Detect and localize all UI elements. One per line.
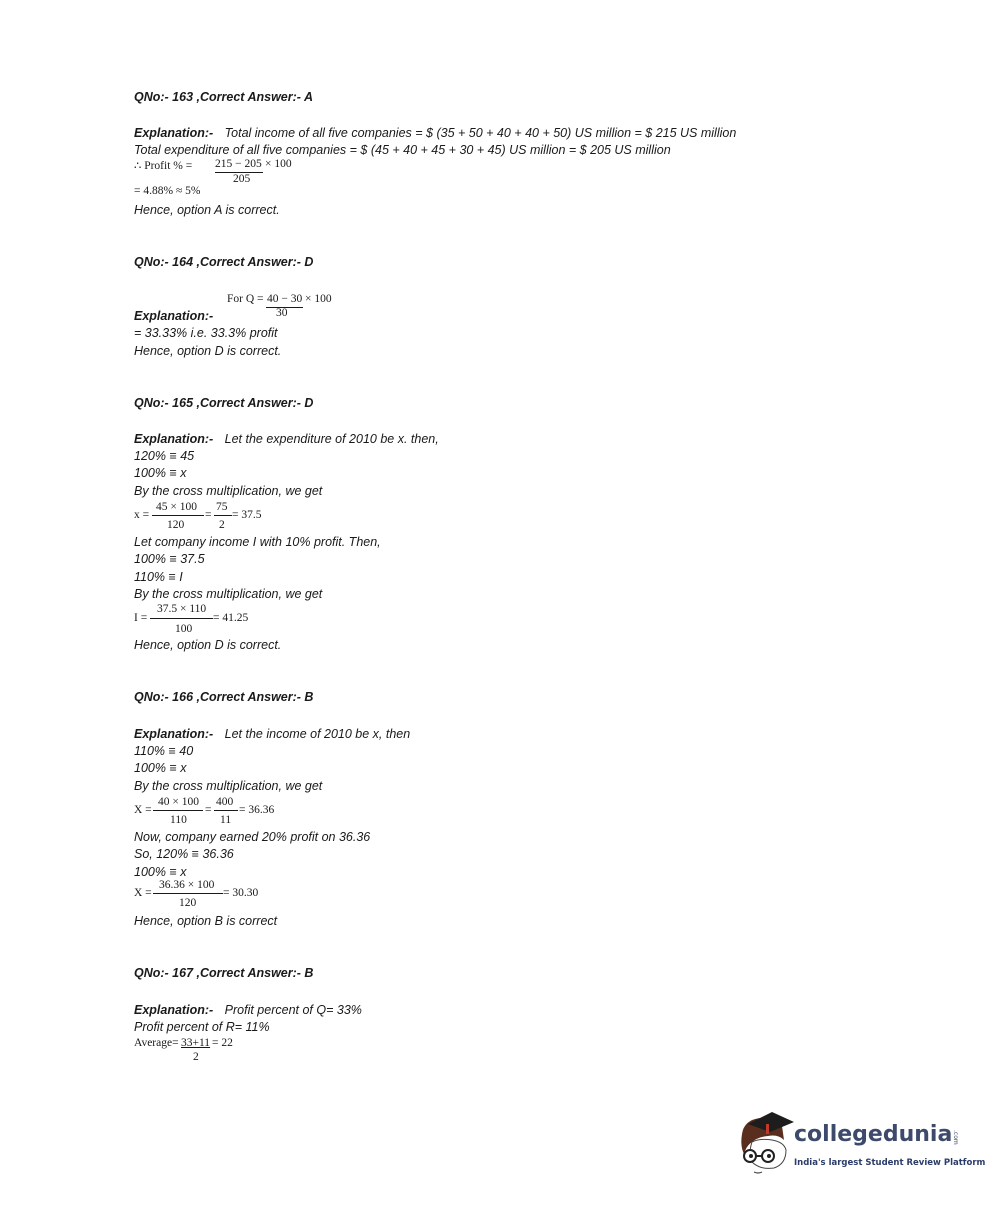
explanation-text: 120% ≡ 45: [134, 449, 195, 463]
explanation-text: 100% ≡ x: [134, 761, 187, 775]
explanation-text: = 33.33% i.e. 33.3% profit: [134, 326, 278, 340]
explanation-text: By the cross multiplication, we get: [134, 587, 323, 601]
q164-header: QNo:- 164 ,Correct Answer:- D: [134, 255, 314, 269]
q163-explanation: [134, 126, 736, 140]
formula-prefix: For Q =: [227, 293, 264, 305]
explanation-text: So, 120% ≡ 36.36: [134, 847, 234, 861]
average-denominator: 2: [193, 1051, 199, 1063]
average-prefix: Average=: [134, 1037, 179, 1049]
explanation-text: 110% ≡ I: [134, 570, 183, 584]
q167-header: QNo:- 167 ,Correct Answer:- B: [134, 966, 314, 980]
explanation-text: Let the income of 2010 be x, then: [224, 727, 411, 741]
q163-header: QNo:- 163 ,Correct Answer:- A: [134, 90, 313, 104]
conclusion: Hence, option B is correct: [134, 914, 278, 928]
logo-wordmark: collegedunia: [794, 1122, 953, 1147]
equals-sign: =: [205, 804, 212, 816]
fraction-denominator: 120: [167, 519, 185, 531]
explanation-text: Profit percent of R= 11%: [134, 1020, 270, 1034]
explanation-text: By the cross multiplication, we get: [134, 484, 323, 498]
explanation-text: Total income of all five companies = $ (35 + 50 + 40 + 40 + 50) US million = $ 215 US million: [224, 126, 737, 140]
explanation-label: Explanation:-: [134, 727, 214, 741]
formula-result: = 36.36: [239, 804, 275, 816]
formula-prefix: X =: [134, 887, 152, 899]
explanation-text: By the cross multiplication, we get: [134, 779, 323, 793]
explanation-text: 110% ≡ 40: [134, 744, 194, 758]
profit-formula-prefix: ∴ Profit % =: [134, 160, 193, 172]
fraction-line: [152, 515, 204, 516]
profit-approx: = 4.88% ≈ 5%: [134, 185, 201, 197]
profit-fraction-suffix: × 100: [265, 158, 292, 170]
explanation-text: Let company income I with 10% profit. Then,: [134, 535, 381, 549]
formula-prefix: X =: [134, 804, 152, 816]
fraction-denominator: 11: [220, 814, 232, 826]
explanation-text: 100% ≡ x: [134, 466, 187, 480]
fraction-line: [153, 893, 223, 894]
fraction-denominator: 110: [170, 814, 187, 826]
formula-prefix: x =: [134, 509, 150, 521]
formula-prefix: I =: [134, 612, 148, 624]
fraction-denominator: 2: [219, 519, 225, 531]
explanation-text: 100% ≡ x: [134, 865, 187, 879]
fraction-numerator: 75: [216, 501, 228, 513]
fraction-denominator: 100: [175, 623, 193, 635]
formula-result: = 41.25: [213, 612, 249, 624]
fraction-denominator: 120: [179, 897, 197, 909]
explanation-text: Total expenditure of all five companies = $ (45 + 40 + 45 + 30 + 45) US million = $ 205 US million: [134, 143, 671, 157]
profit-fraction-numerator: 215 − 205: [215, 158, 262, 170]
q166-header: QNo:- 166 ,Correct Answer:- B: [134, 690, 314, 704]
average-result: = 22: [212, 1037, 233, 1049]
fraction-suffix: × 100: [305, 293, 332, 305]
explanation-label: Explanation:-: [134, 126, 214, 140]
q165-header: QNo:- 165 ,Correct Answer:- D: [134, 396, 314, 410]
q167-explanation: [134, 1003, 362, 1017]
fraction-numerator: 40 − 30: [267, 293, 303, 305]
equals-sign: =: [205, 509, 212, 521]
formula-result: = 37.5: [232, 509, 262, 521]
logo-tagline: India's largest Student Review Platform: [794, 1158, 986, 1168]
fraction-denominator: 30: [276, 307, 288, 319]
fraction-numerator: 40 × 100: [158, 796, 199, 808]
fraction-line: [150, 618, 213, 619]
explanation-label: Explanation:-: [134, 309, 214, 323]
average-numerator: 33+11: [181, 1037, 211, 1049]
fraction-line: [214, 515, 232, 516]
q165-explanation: [134, 432, 439, 446]
conclusion: Hence, option D is correct.: [134, 344, 282, 358]
explanation-text: Let the expenditure of 2010 be x. then,: [224, 432, 439, 446]
explanation-text: Profit percent of Q= 33%: [224, 1003, 362, 1017]
q166-explanation: [134, 727, 410, 741]
conclusion: Hence, option D is correct.: [134, 638, 282, 652]
explanation-label: Explanation:-: [134, 1003, 214, 1017]
explanation-text: Now, company earned 20% profit on 36.36: [134, 830, 371, 844]
conclusion: Hence, option A is correct.: [134, 203, 280, 217]
fraction-numerator: 400: [216, 796, 234, 808]
explanation-text: 100% ≡ 37.5: [134, 552, 205, 566]
fraction-line: [214, 810, 238, 811]
profit-fraction-denominator: 205: [233, 173, 251, 185]
explanation-label: Explanation:-: [134, 432, 214, 446]
fraction-line: [153, 810, 203, 811]
fraction-numerator: 36.36 × 100: [159, 879, 215, 891]
fraction-numerator: 37.5 × 110: [157, 603, 207, 615]
formula-result: = 30.30: [223, 887, 259, 899]
fraction-numerator: 45 × 100: [156, 501, 197, 513]
logo-com: .com: [952, 1130, 959, 1145]
